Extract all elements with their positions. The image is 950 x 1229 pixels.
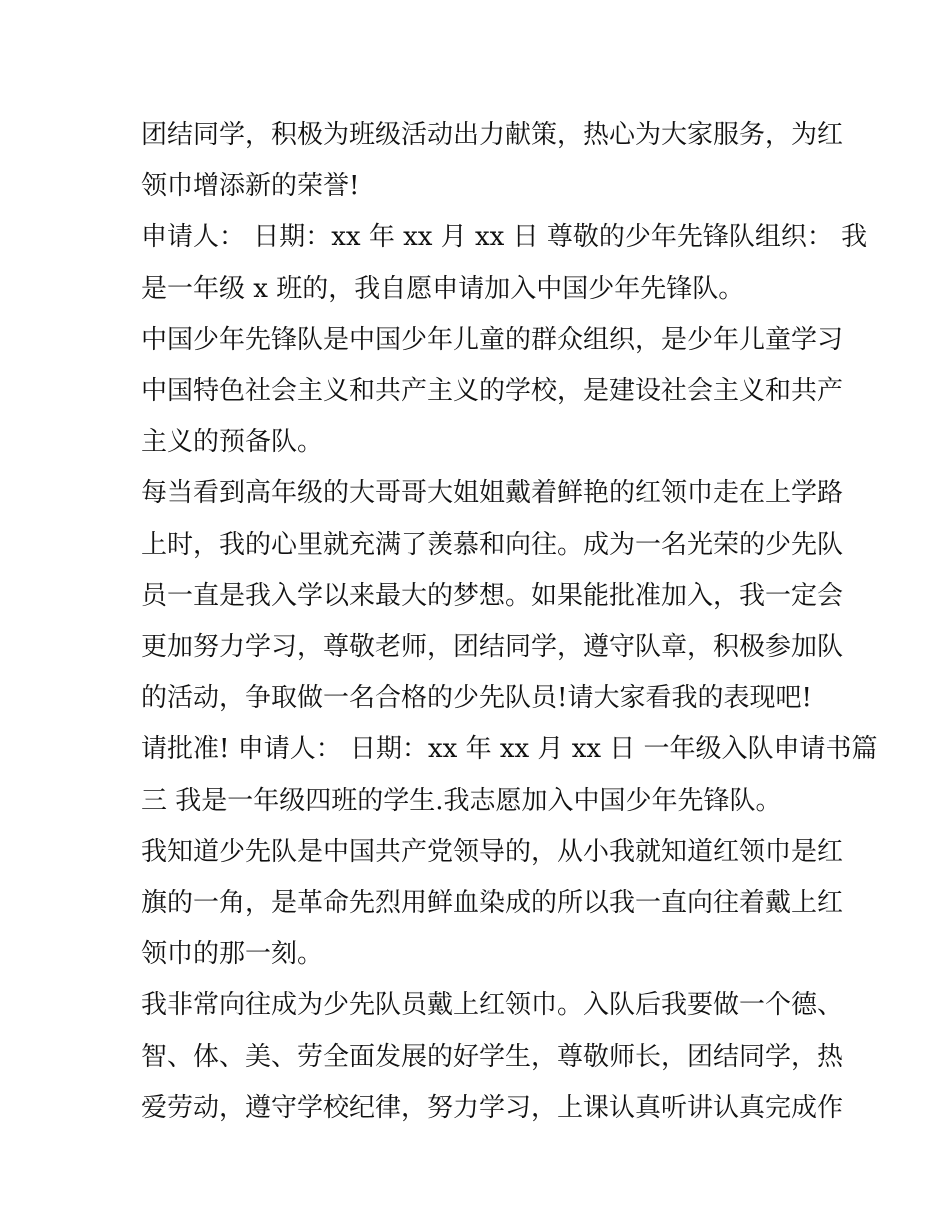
document-body [141,110,878,1134]
text-line: 请批准! 申请人： 日期：xx 年 xx 月 xx 日 一年级入队申请书篇 [141,734,878,765]
text-line: 中国少年先锋队是中国少年儿童的群众组织，是少年儿童学习 [141,324,844,355]
text-line: 三 我是一年级四班的学生.我志愿加入中国少年先锋队。 [141,785,782,816]
text-line: 爱劳动，遵守学校纪律，努力学习，上课认真听讲认真完成作 [141,1092,844,1123]
text-line: 是一年级 x 班的，我自愿申请加入中国少年先锋队。 [141,273,745,304]
text-line: 团结同学，积极为班级活动出力献策，热心为大家服务，为红 [141,120,844,150]
text-line: 申请人： 日期：xx 年 xx 月 xx 日 尊敬的少年先锋队组织： 我 [141,222,868,253]
text-line: 旗的一角，是革命先烈用鲜血染成的所以我一直向往着戴上红 [141,888,844,919]
text-line: 领巾的那一刻。 [141,939,324,970]
text-line: 智、体、美、劳全面发展的好学生，尊敬师长，团结同学，热 [141,1041,844,1072]
text-line: 领巾增添新的荣誉! [141,171,360,202]
text-line: 我知道少先队是中国共产党领导的，从小我就知道红领巾是红 [141,836,844,867]
text-line: 更加努力学习，尊敬老师，团结同学，遵守队章，积极参加队 [141,632,844,663]
text-line: 我非常向往成为少先队员戴上红领巾。入队后我要做一个德、 [141,990,844,1021]
text-line: 每当看到高年级的大哥哥大姐姐戴着鲜艳的红领巾走在上学路 [141,478,844,509]
text-line: 员一直是我入学以来最大的梦想。如果能批准加入，我一定会 [141,580,844,611]
text-line: 主义的预备队。 [141,427,324,458]
text-line: 的活动，争取做一名合格的少先队员!请大家看我的表现吧! [141,683,812,714]
text-line: 上时，我的心里就充满了羡慕和向往。成为一名光荣的少先队 [141,529,844,560]
text-line: 中国特色社会主义和共产主义的学校，是建设社会主义和共产 [141,376,844,407]
